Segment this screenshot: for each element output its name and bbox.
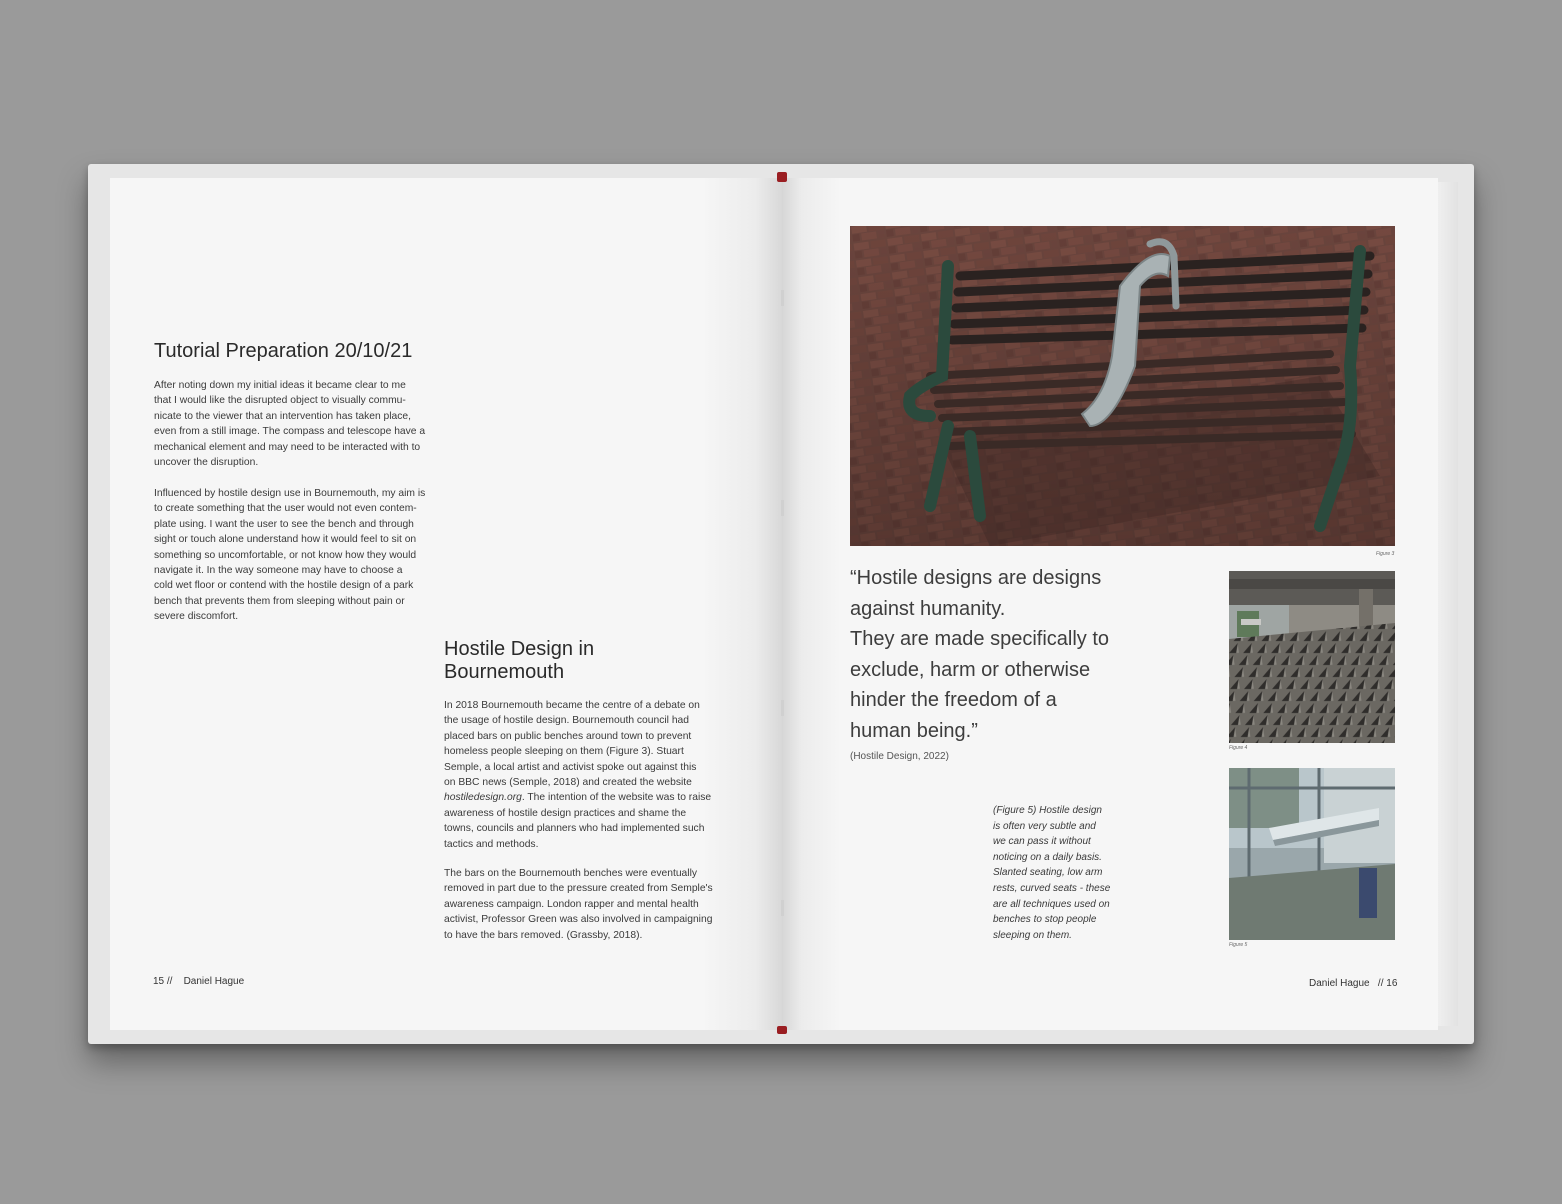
hostile-design-paragraph-1: In 2018 Bournemouth became the centre of a debate on the usage of hostile design. Bournemouth council had placed bars on public benches around town to prevent homeless people sleeping on them (Figure 3). Stuart Semple, a local artist and activist spoke out against this on BBC news (Semple, 2018) and created the website hostiledesign.org. The intention of the website was to raise awareness of hostile design practices and shame the towns, councils and planners who had implemented such tactics and methods. [444, 700, 712, 850]
figure-5-shelter-photo [1229, 768, 1395, 940]
figure-5-caption: Figure 5 [1229, 942, 1248, 948]
binding-stitch [781, 500, 784, 516]
binding-stitch [781, 290, 784, 306]
figure-4-spikes-photo [1229, 571, 1395, 743]
quote-citation: (Hostile Design, 2022) [850, 751, 949, 762]
tutorial-paragraph-2: Influenced by hostile design use in Bournemouth, my aim is to create something that the user would not even contem- plate using. I want the user to see the bench and through sight or touch alone understand how it would feel to sit on something so uncomfortable, or not know how they would navigate it. In the way someone may have to choose a cold wet floor or contend with the hostile design of a park bench that prevents them from sleeping without pain or severe discomfort. [154, 488, 426, 623]
tutorial-paragraph-1: After noting down my initial ideas it became clear to me that I would like the disrupted object to visually commu- nicate to the viewer that an intervention has taken place, even from a still image. The compass and telescope have a mechanical element and may need to be interacted with to uncover the disruption. [154, 380, 426, 469]
binding-stitch [781, 700, 784, 716]
figure-3-bench-photo [850, 226, 1395, 546]
figure-4-caption: Figure 4 [1229, 745, 1248, 751]
spine-headband [777, 172, 787, 182]
figure-5-note: (Figure 5) Hostile design is often very subtle and we can pass it without noticing on a daily basis. Slanted seating, low arm rests, curved seats - these are all techniques used on benches to stop people sleeping on them. [993, 805, 1111, 941]
right-page-footer: Daniel Hague // 16 [1309, 978, 1398, 989]
left-page-footer: 15 // Daniel Hague [153, 976, 245, 987]
binding-stitch [781, 900, 784, 916]
spine-tailband [777, 1026, 787, 1034]
website-name: hostiledesign.org [444, 792, 522, 804]
page-edge [1438, 182, 1458, 1026]
pull-quote: “Hostile designs are designs against humanity. They are made specifically to exclude, harm or otherwise hinder the freedom of a human being.” [850, 567, 1110, 742]
hostile-design-paragraph-2: The bars on the Bournemouth benches were eventually removed in part due to the pressure created from Semple's awareness campaign. London rapper and mental health activist, Professor Green was also involved in campaigning to have the bars removed. (Grassby, 2018). [444, 868, 713, 941]
tutorial-heading: Tutorial Preparation 20/10/21 [154, 340, 413, 362]
figure-3-caption: Figure 3 [1376, 551, 1395, 557]
hostile-design-heading: Hostile Design in Bournemouth [444, 638, 595, 683]
